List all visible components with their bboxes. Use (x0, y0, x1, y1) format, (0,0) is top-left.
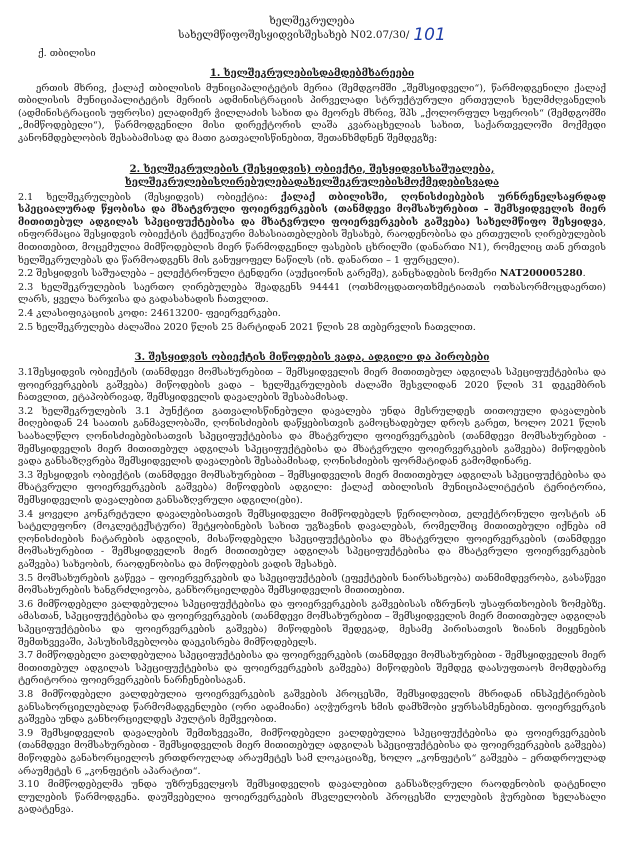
city: ქ. თბილისი (38, 48, 96, 59)
clause-3-1: 3.1შესყიდვის ობიექტის (თანმდევი მომსახურებით – შემსყიდველის მიერ მითითებულ ადგილას სპეციფუქტებისა და ფოიერვერკების გაშვება) მიწოდების ვადა – ხელშეკრულების ძალაში შესვლიდან 2020 წლის 31 დეკემბრის ჩათვლით, ეტაპობრივად, შემსყიდველის დავალების შესაბამისად. (18, 367, 606, 404)
section-3-title: 3. შესყიდვის ობიექტის მიწოდების ვადა, ადგილი და პირობები (134, 352, 490, 364)
section-2-title-2: ხელშეკრულებისღირებულებადახელშეკრულებისმოქმედებისვადა (124, 176, 500, 188)
tender-number: NAT200005280 (499, 268, 583, 280)
clause-2-4: 2.4 კლასიფიკაციის კოდი: 24613200- ფეიერვერკები. (18, 307, 281, 319)
handwritten-number: 101 (413, 25, 446, 45)
doc-type: ხელშეკრულება (269, 15, 355, 27)
section-1-title: 1. ხელშეკრულებისდამდებმხარეები (209, 67, 415, 79)
clause-3-7: 3.7 მიმწოდებელი ვალდებულია სპეციფუქტებისა და ფოიერვერკების (თანმდევი მომსახურებით - შემსყიდველის მიერ მითითებულ ადგილას სპეციფუქტებისა და ფოიერვერკების გაშვება) მიწოდების შემდეგ დაასუფთაოს მომდებარე ტერიტორია ფოიერვერკების ნარჩენებისაგან. (18, 650, 607, 687)
clause-2-1-prefix: 2.1 ხელშეკრულების (შესყიდვის) ობიექტია: (18, 191, 281, 203)
clause-3-9: 3.9 შემსყიდველის დავალების შემთხვევაში, მიმწოდებელი ვალდებულია სპეციფუქტებისა და ფოიერვერკების (თანმდევი მომსახურებით - შემსყიდველის მიერ მითითებულ ადგილას სპეციფუქტებისა და ფოიერვერკების გაშვება) მიწოდება განახორციელოს ერთდროულად არაუმეტეს სამ ლოკაციაზე, ხოლო „კონფეტის“ გაშვება – ერთდროულად არაუმეტეს 6 „კონფეტის აპარატით“. (18, 727, 606, 777)
clause-3-4: 3.4 ყოველი კონკრეტული დავალებისათვის შემსყიდველი მიმწოდებელს წერილობით, ელექტრონული ფოსტის ან სატელეფონო (მოკლეტექსტური) შეტყობინების სახით უგზავნის დავალებას, რომელშიც მითითებული იქნება იმ ღონისძიების ჩატარების ადგილის, მისაწოდებელი სპეციფუქტებისა და მხატვრული ფოიერვერკების (თანმდევი მომსახურებით - შემსყიდველის მიერ მითითებულ ადგილას სპეციფუქტებისა და მხატვრული ფოიერვერკების გაშვება) სახეობის, რაოდენობისა და მიწოდების ვადის შესახებ. (18, 508, 606, 570)
contract-label: სახელმწიფოშესყიდვისშესახებ N02.07/30/ (178, 29, 410, 41)
clause-2-2-prefix: 2.2 შესყიდვის საშუალება – ელექტრონული ტენდერი (აუქციონის გარეშე), განცხადების ნომერი (18, 268, 500, 280)
clause-3-2: 3.2 ხელშეკრულების 3.1 პუნქტით გათვალისწინებული დავალება უნდა მესრულდეს თითოეული დავალების მიღებიდან 24 საათის განმავლობაში, ღონისძიების დაწყებისთვის გამოცხადებულ დროს გარეთ, ხოლო 2021 წლის საახალწლო ღონისძიებებისათვის სპეციფუქტებისა და მხატვრული ფოიერვერკების (თანმდევი მომსახურებით - შემსყიდველის მიერ მითითებულ ადგილას სპეციფუქტებისა და მხატვრული ფოიერვერკების გაშვება) მიწოდების ვადა განსაზღვრება შემსყიდველის დავალების შესაბამისად, ღონისძიების ფორმატიდან გამომდინარე. (18, 405, 606, 468)
contract-title-line (18, 25, 606, 45)
contract-page (18, 14, 606, 818)
clause-2-2 (18, 268, 606, 281)
clause-2-2-suffix: . (582, 268, 586, 280)
clause-3-8: 3.8 მიმწოდებელი ვალდებულია ფოიერვერკების გაშვების პროცესში, შემსყიდველის მხრიდან ინსპექტირების განსახორციელებლად წარმომადგენლები (ორი ადამიანი) აღჭურვოს ხმის დამხშობი ყურსასმენებით. ფოიერვერკის გაშვება უნდა განხორციელდეს პულტის მეშვეობით. (18, 688, 606, 726)
clause-2-1-object: ქალაქ თბილისში, ღონისძიებების ურნრენელსაყრდად სპეციალურად წყობისა და მხატვრული ფოიერვერკების (თანმდევი მომსახურებით – შემსყიდველის მიერ მითითებულ ადგილას სპეციფუქტებისა და მხატვრული ფოიერვერკების გაშვება) სახელმწიფო შესყიდვა (18, 191, 606, 228)
section-1-text: ერთის მხრივ, ქალაქ თბილისის მუნიციპალიტეტის მერია (შემდგომში „შემსყიდველი“), წარმოდგენილი ქალაქ თბილისის მუნიციპალიტეტის მერიის ადმინისტრაციის პირველადი სტრუქტურული ერთეულის ხელმძღვანელის (ადმინისტრაციის უფროსი) ელადიმერ ჭილლაძის სახით და მეორეს მხრივ, შპს „ქოლორფულ სფეროის“ (შემდგომში „მიმწოდებელი“), წარმოდგენილი მისი დირექტორის ლაშა კვარაცხელიას სახით, საქართველოში მოქმედი კანონმდებლობის შესაბამისად და მათი გათვალისწინებით, შეთანხმდნენ შემდეგზე: (18, 82, 606, 144)
clause-3-3: 3.3 შესყიდვის ობიექტის (თანმდევი მომსახურებით – შემსყიდველის მიერ მითითებულ ადგილას სპეციფუქტებისა და მხატვრული ფოიერვერკების გაშვება) მიწოდების ადგილი: ქალაქ თბილისის მუნიციპალიტეტის ტერიტორია, შემსყიდველის დავალებით განსაზღვრული ადგილი(ები). (18, 469, 606, 507)
clause-2-1-rest: , ინფორმაცია შესყიდვის ობიექტის ტექნიკური მახასიათებლების შესახებ, რაოდენობისა და ერთეულის ღირებულების მითითებით, მოცემულია მიმწოდებლის მიერ წარმოდგენილ ფასების ცხრილში (დანართი N1), რომელიც თან ერთვის ხელშეკრულებას და წარმოადგენს მის განუყოფელ ნაწილს (იხ. დანართი – 1 ფურცელი). (18, 216, 606, 266)
clause-2-5: 2.5 ხელშეკრულება ძალაშია 2020 წლის 25 მარტიდან 2021 წლის 28 თებერვლის ჩათვლით. (18, 321, 476, 333)
clause-3-10: 3.10 მიმწოდებელმა უნდა უზრუნველყოს შემსყიდველის დავალებით განსაზღვრული რაოდენობის დატენილი ლულების წარმოდგენა. დაუშვებელია ფოიერვერკების მსვლელობის პროცესში ლულების ჭურებით ხელახალი გადატენვა. (18, 779, 606, 816)
clause-2-1 (18, 192, 606, 268)
section-2-title-1: 2. ხელშეკრულების (შესყიდვის) ობიექტი, შესყიდვისსაშუალება, (129, 163, 495, 175)
clause-3-6: 3.6 მიმწოდებელი ვალდებულია სპეციფუქტებისა და ფოიერვერკების გაშვებისას იზრუნოს უსაფრთხოების ზომებზე. ამასთან, სპეციფუქტებისა და ფოიერვერკების (თანმდევი მომსახურებით – შემსყიდველის მიერ მითითებულ ადგილას სპეციფუქტებისა და ფოიერვერკების გაშვება) მიწოდების შედეგად, მესამე პირისათვის ზიანის მიყენების შემთხვევაში, პასუხისმგებლობა დაეკისრება მიმწოდებელს. (18, 598, 606, 648)
clause-3-5: 3.5 მომსახურების გაწევა – ფოიერვერკების და სპეციფუქტების (ეფექტების ნაირსახეობა) თანმიმდევრობა, გასაწევი მომსახურების ხანგრძლივობა, განხორციელდება შემსყიდველის მითითებით. (18, 572, 606, 597)
clause-2-3: 2.3 ხელშეკრულების საერთო ღირებულება შეადგენს 94441 (ოთხმოცდათოთხმეტიათას ოთხასორმოცდაერთი) ლარს, ყველა ხარჯისა და გადასახადის ჩათვლით. (18, 281, 606, 306)
